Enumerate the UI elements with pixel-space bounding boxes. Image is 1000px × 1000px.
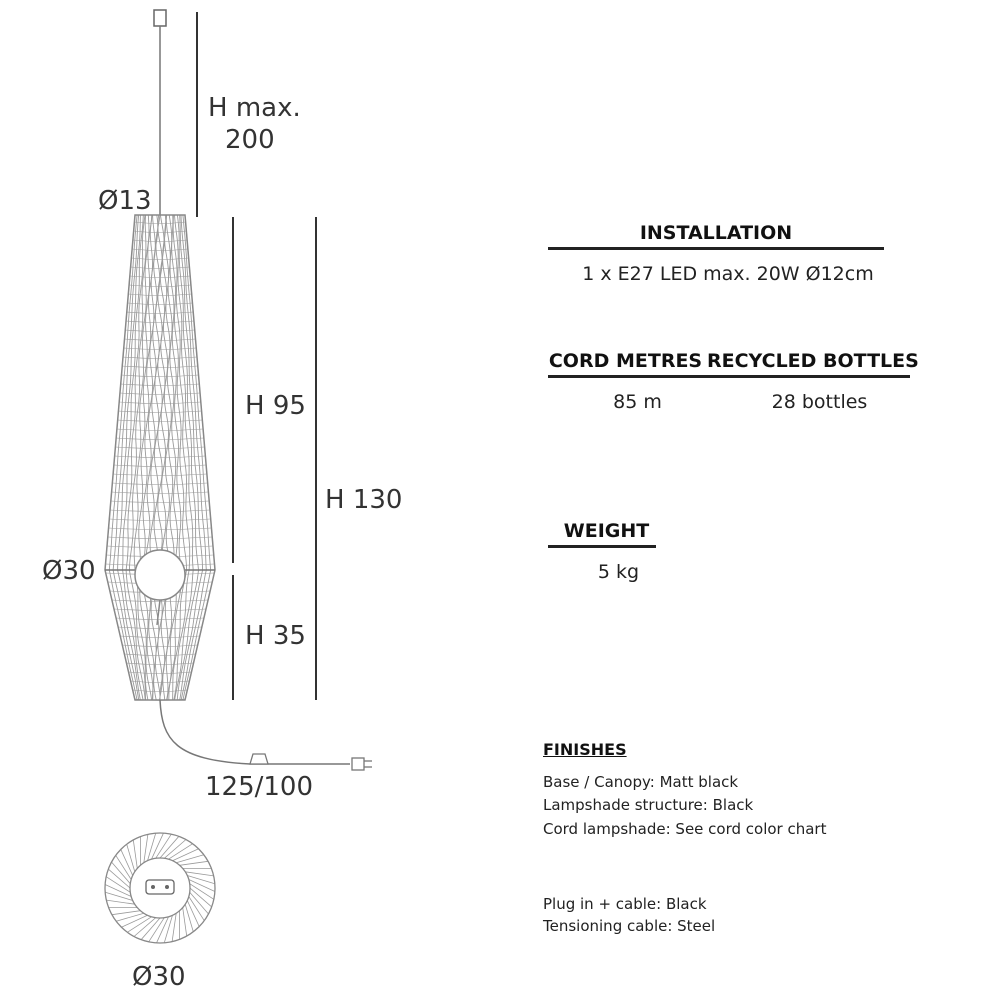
recycled-bottles-value: 28 bottles — [771, 391, 868, 413]
bottom-view-diameter-label: Ø30 — [132, 962, 186, 992]
cord-metres-value: 85 m — [613, 391, 662, 413]
bottom-weave-strand — [121, 915, 147, 927]
weave-ring — [131, 258, 188, 260]
suspension-cable — [154, 10, 166, 215]
bottom-weave-strand — [172, 913, 176, 942]
bottom-weave-strand — [180, 861, 209, 865]
finish-cord-lampshade: Cord lampshade: See cord color chart — [543, 820, 827, 838]
cable-length-label: 125/100 — [205, 772, 314, 802]
canopy-diameter-label: Ø13 — [98, 186, 152, 216]
specs-rule — [548, 375, 910, 378]
finishes-title: FINISHES — [543, 740, 627, 759]
finish-lampshade-structure: Lampshade structure: Black — [543, 796, 754, 814]
bottom-weave-strand — [105, 892, 133, 900]
bottom-weave-strand — [116, 913, 144, 921]
bottom-weave-strand — [127, 844, 135, 872]
bottom-weave-strand — [187, 901, 199, 927]
h-max-value: 200 — [225, 125, 275, 155]
bottom-weave-strand — [112, 911, 140, 915]
weight-rule — [548, 545, 656, 548]
weave-ring — [134, 231, 187, 233]
weight-value: 5 kg — [597, 561, 640, 583]
finish-tensioning-cable: Tensioning cable: Steel — [543, 917, 716, 935]
finish-plug-cable: Plug in + cable: Black — [543, 895, 707, 913]
bottom-weave-strand — [121, 849, 133, 875]
installation-heading: INSTALLATION — [639, 222, 793, 244]
bottom-view-diagram — [105, 833, 215, 943]
bottom-weave-strand — [176, 855, 204, 863]
h-upper-label: H 95 — [245, 391, 306, 421]
recycled-bottles-heading: RECYCLED BOTTLES — [707, 350, 919, 372]
bottom-weave-strand — [185, 872, 214, 876]
bottom-weave-strand — [133, 840, 137, 869]
bottom-weave-strand — [144, 834, 148, 863]
bottom-weave-strand — [164, 915, 172, 943]
cord-metres-heading: CORD METRES — [548, 350, 703, 372]
installation-rule — [548, 247, 884, 250]
bottom-weave-strand — [106, 900, 135, 904]
power-cable — [160, 700, 372, 770]
bottom-weave-strand — [187, 876, 215, 884]
bottom-weave-strand — [183, 908, 187, 937]
lampshade-weave — [105, 215, 215, 701]
h-lower-label: H 35 — [245, 621, 306, 651]
bottom-weave-strand — [173, 849, 199, 861]
bottom-weave-strand — [185, 904, 193, 932]
finish-base-canopy: Base / Canopy: Matt black — [543, 773, 739, 791]
widest-diameter-label: Ø30 — [42, 556, 96, 586]
installation-value: 1 x E27 LED max. 20W Ø12cm — [582, 263, 874, 285]
h-total-label: H 130 — [325, 485, 403, 515]
weight-heading: WEIGHT — [563, 520, 650, 542]
h-max-label: H max. — [208, 93, 301, 123]
bottom-weave-strand — [148, 833, 156, 861]
